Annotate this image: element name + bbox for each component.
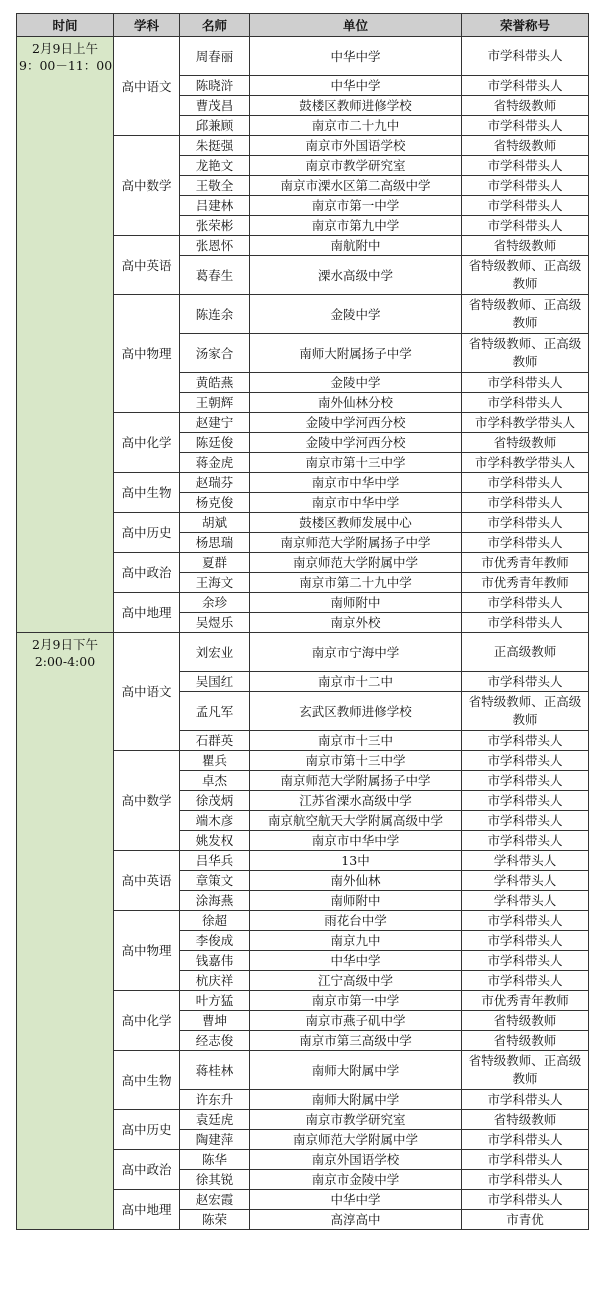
teacher-cell: 卓杰 [180,771,250,791]
teacher-cell: 吕华兵 [180,851,250,871]
honor-cell: 市学科带头人 [462,672,589,692]
honor-cell: 市学科带头人 [462,811,589,831]
honor-cell: 省特级教师 [462,1110,589,1130]
unit-cell: 金陵中学河西分校 [250,413,462,433]
teacher-cell: 陈荣 [180,1210,250,1230]
teacher-cell: 葛春生 [180,256,250,295]
teacher-cell: 吴煜乐 [180,613,250,633]
honor-cell: 市学科带头人 [462,1190,589,1210]
honor-cell: 省特级教师、正高级教师 [462,1051,589,1090]
teacher-cell: 陶建萍 [180,1130,250,1150]
session-time-cell [17,633,114,1230]
teacher-cell: 袁廷虎 [180,1110,250,1130]
unit-cell: 南师附中 [250,593,462,613]
unit-cell: 中华中学 [250,1190,462,1210]
unit-cell: 南京市教学研究室 [250,1110,462,1130]
teacher-cell: 姚发权 [180,831,250,851]
teacher-cell: 陈连余 [180,295,250,334]
unit-cell: 江苏省溧水高级中学 [250,791,462,811]
honor-cell: 省特级教师 [462,136,589,156]
honor-cell: 市学科带头人 [462,216,589,236]
honor-cell: 市学科带头人 [462,791,589,811]
session-time: 2:00-4:00 [34,654,96,669]
honor-cell: 市学科带头人 [462,176,589,196]
teacher-cell: 陈晓浒 [180,76,250,96]
teacher-cell: 黄皓燕 [180,373,250,393]
honor-cell: 市学科带头人 [462,1170,589,1190]
session-time: 9：00－11：00 [19,58,113,73]
unit-cell: 中华中学 [250,951,462,971]
unit-cell: 南外仙林 [250,871,462,891]
teacher-cell: 许东升 [180,1090,250,1110]
honor-cell: 市学科带头人 [462,513,589,533]
header-unit: 单位 [250,14,462,37]
unit-cell: 中华中学 [250,37,462,76]
honor-cell: 市学科带头人 [462,37,589,76]
teacher-cell: 孟凡军 [180,692,250,731]
honor-cell: 市青优 [462,1210,589,1230]
honor-cell: 市学科带头人 [462,76,589,96]
teacher-cell: 杨克俊 [180,493,250,513]
teacher-cell: 瞿兵 [180,751,250,771]
schedule-body [17,37,589,1230]
honor-cell: 市学科带头人 [462,911,589,931]
subject-cell: 高中数学 [114,751,180,851]
teacher-cell: 杨思瑞 [180,533,250,553]
unit-cell: 南京市十三中 [250,731,462,751]
honor-cell: 市学科教学带头人 [462,453,589,473]
teacher-cell: 赵瑞芬 [180,473,250,493]
teacher-cell: 张恩怀 [180,236,250,256]
teacher-cell: 胡斌 [180,513,250,533]
teacher-cell: 吕建林 [180,196,250,216]
honor-cell: 市学科带头人 [462,1090,589,1110]
subject-cell: 高中化学 [114,991,180,1051]
teacher-cell: 曹茂昌 [180,96,250,116]
unit-cell: 南京外校 [250,613,462,633]
unit-cell: 南京市中华中学 [250,493,462,513]
header-subject: 学科 [114,14,180,37]
teacher-cell: 李俊成 [180,931,250,951]
subject-cell: 高中化学 [114,413,180,473]
teacher-cell: 周春丽 [180,37,250,76]
header-teacher: 名师 [180,14,250,37]
honor-cell: 省特级教师 [462,96,589,116]
unit-cell: 南京市外国语学校 [250,136,462,156]
unit-cell: 雨花台中学 [250,911,462,931]
honor-cell: 省特级教师、正高级教师 [462,334,589,373]
honor-cell: 市学科带头人 [462,1150,589,1170]
subject-cell: 高中语文 [114,633,180,751]
teacher-cell: 赵建宁 [180,413,250,433]
unit-cell: 金陵中学 [250,295,462,334]
teacher-cell: 王朝辉 [180,393,250,413]
teacher-cell: 王海文 [180,573,250,593]
teacher-cell: 徐其锐 [180,1170,250,1190]
honor-cell: 市学科带头人 [462,393,589,413]
unit-cell: 南京外国语学校 [250,1150,462,1170]
session-date: 2月9日上午 [32,41,98,56]
unit-cell: 高淳高中 [250,1210,462,1230]
honor-cell: 省特级教师、正高级教师 [462,295,589,334]
honor-cell: 市优秀青年教师 [462,553,589,573]
unit-cell: 南京市第十三中学 [250,453,462,473]
table-header-row [17,14,589,37]
subject-cell: 高中政治 [114,1150,180,1190]
teacher-cell: 余珍 [180,593,250,613]
honor-cell: 市学科带头人 [462,533,589,553]
unit-cell: 江宁高级中学 [250,971,462,991]
honor-cell: 市学科带头人 [462,1130,589,1150]
honor-cell: 市优秀青年教师 [462,991,589,1011]
honor-cell: 市学科带头人 [462,116,589,136]
unit-cell: 南京市教学研究室 [250,156,462,176]
teacher-cell: 曹坤 [180,1011,250,1031]
teacher-cell: 朱挺强 [180,136,250,156]
teacher-cell: 蒋桂林 [180,1051,250,1090]
schedule-container [16,13,589,1230]
honor-cell: 市学科带头人 [462,751,589,771]
teacher-cell: 涂海燕 [180,891,250,911]
honor-cell: 市学科带头人 [462,196,589,216]
unit-cell: 鼓楼区教师进修学校 [250,96,462,116]
teacher-cell: 陈华 [180,1150,250,1170]
unit-cell: 南京九中 [250,931,462,951]
subject-cell: 高中英语 [114,851,180,911]
unit-cell: 金陵中学河西分校 [250,433,462,453]
unit-cell: 南师附中 [250,891,462,911]
unit-cell: 南京师范大学附属扬子中学 [250,771,462,791]
teacher-cell: 蒋金虎 [180,453,250,473]
honor-cell: 市学科带头人 [462,971,589,991]
teacher-cell: 龙艳文 [180,156,250,176]
teacher-cell: 王敬全 [180,176,250,196]
honor-cell: 正高级教师 [462,633,589,672]
teacher-cell: 汤家合 [180,334,250,373]
unit-cell: 南师大附属中学 [250,1051,462,1090]
teacher-cell: 吴国红 [180,672,250,692]
unit-cell: 南京市燕子矶中学 [250,1011,462,1031]
header-honor: 荣誉称号 [462,14,589,37]
honor-cell: 市学科带头人 [462,373,589,393]
unit-cell: 玄武区教师进修学校 [250,692,462,731]
unit-cell: 南京师范大学附属中学 [250,1130,462,1150]
honor-cell: 省特级教师 [462,433,589,453]
subject-cell: 高中语文 [114,37,180,136]
unit-cell: 鼓楼区教师发展中心 [250,513,462,533]
unit-cell: 南师大附属扬子中学 [250,334,462,373]
honor-cell: 省特级教师、正高级教师 [462,256,589,295]
unit-cell: 南京师范大学附属中学 [250,553,462,573]
session-date: 2月9日下午 [32,637,98,652]
teacher-cell: 徐茂炳 [180,791,250,811]
unit-cell: 南京市金陵中学 [250,1170,462,1190]
subject-cell: 高中英语 [114,236,180,295]
honor-cell: 市学科带头人 [462,613,589,633]
honor-cell: 省特级教师 [462,1031,589,1051]
subject-cell: 高中数学 [114,136,180,236]
session-time-cell [17,37,114,633]
teacher-cell: 赵宏霞 [180,1190,250,1210]
unit-cell: 南京航空航天大学附属高级中学 [250,811,462,831]
honor-cell: 市学科带头人 [462,731,589,751]
unit-cell: 南京市中华中学 [250,831,462,851]
unit-cell: 南外仙林分校 [250,393,462,413]
unit-cell: 南航附中 [250,236,462,256]
honor-cell: 市学科带头人 [462,473,589,493]
honor-cell: 市学科带头人 [462,831,589,851]
honor-cell: 市学科教学带头人 [462,413,589,433]
unit-cell: 南京市十二中 [250,672,462,692]
unit-cell: 南师大附属中学 [250,1090,462,1110]
honor-cell: 市学科带头人 [462,931,589,951]
honor-cell: 市学科带头人 [462,771,589,791]
teacher-cell: 石群英 [180,731,250,751]
subject-cell: 高中历史 [114,1110,180,1150]
honor-cell: 省特级教师 [462,236,589,256]
unit-cell: 南京师范大学附属扬子中学 [250,533,462,553]
unit-cell: 南京市第十三中学 [250,751,462,771]
teacher-cell: 叶方猛 [180,991,250,1011]
unit-cell: 溧水高级中学 [250,256,462,295]
teacher-cell: 徐超 [180,911,250,931]
teacher-cell: 钱嘉伟 [180,951,250,971]
honor-cell: 市学科带头人 [462,156,589,176]
table-row [17,37,589,76]
subject-cell: 高中政治 [114,553,180,593]
unit-cell: 南京市第九中学 [250,216,462,236]
honor-cell: 市优秀青年教师 [462,573,589,593]
unit-cell: 南京市第二十九中学 [250,573,462,593]
header-time: 时间 [17,14,114,37]
honor-cell: 学科带头人 [462,871,589,891]
teacher-cell: 经志俊 [180,1031,250,1051]
honor-cell: 省特级教师、正高级教师 [462,692,589,731]
unit-cell: 南京市二十九中 [250,116,462,136]
honor-cell: 市学科带头人 [462,493,589,513]
unit-cell: 13中 [250,851,462,871]
honor-cell: 市学科带头人 [462,593,589,613]
subject-cell: 高中历史 [114,513,180,553]
teacher-cell: 杭庆祥 [180,971,250,991]
subject-cell: 高中生物 [114,1051,180,1110]
honor-cell: 省特级教师 [462,1011,589,1031]
subject-cell: 高中地理 [114,1190,180,1230]
subject-cell: 高中地理 [114,593,180,633]
table-row [17,633,589,672]
unit-cell: 南京市第一中学 [250,196,462,216]
subject-cell: 高中物理 [114,295,180,413]
unit-cell: 南京市第一中学 [250,991,462,1011]
unit-cell: 南京市溧水区第二高级中学 [250,176,462,196]
teacher-cell: 章策文 [180,871,250,891]
teacher-cell: 刘宏业 [180,633,250,672]
unit-cell: 南京市中华中学 [250,473,462,493]
unit-cell: 金陵中学 [250,373,462,393]
teacher-cell: 夏群 [180,553,250,573]
subject-cell: 高中生物 [114,473,180,513]
subject-cell: 高中物理 [114,911,180,991]
unit-cell: 中华中学 [250,76,462,96]
teacher-cell: 陈廷俊 [180,433,250,453]
honor-cell: 学科带头人 [462,851,589,871]
teacher-cell: 端木彦 [180,811,250,831]
unit-cell: 南京市宁海中学 [250,633,462,672]
honor-cell: 市学科带头人 [462,951,589,971]
unit-cell: 南京市第三高级中学 [250,1031,462,1051]
honor-cell: 学科带头人 [462,891,589,911]
schedule-table [16,13,589,1230]
teacher-cell: 张荣彬 [180,216,250,236]
teacher-cell: 邱兼顾 [180,116,250,136]
